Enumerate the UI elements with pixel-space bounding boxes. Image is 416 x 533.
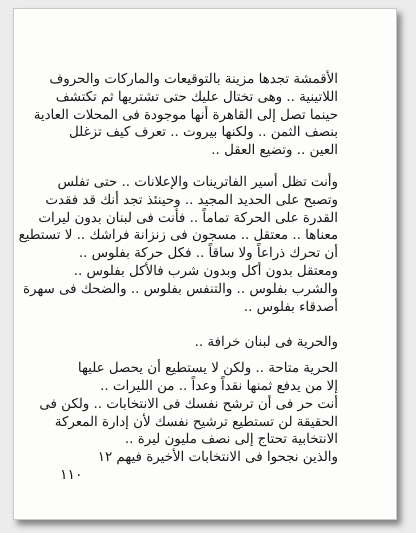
text-line: العين .. وتضيع العقل .. bbox=[211, 143, 338, 159]
paragraph-4 bbox=[66, 360, 338, 396]
text-line: ومعتقل بدون أكل وبدون شرب فالأكل بفلوس .. bbox=[73, 263, 338, 279]
text-line: بنصف الثمن .. ولكنها بيروت .. تعرف كيف تزغلل bbox=[69, 125, 338, 141]
text-line: القدرة على الحركة تماماً .. فأنت فى لبنان بدون ليرات bbox=[38, 210, 338, 226]
paragraph-1 bbox=[33, 71, 338, 160]
text-line: والذين نجحوا فى الانتخابات الأخيرة فيهم ١٢ bbox=[97, 450, 338, 466]
text-line: الحقيقة لن تستطيع ترشيح نفسك لأن إدارة المعركة bbox=[54, 414, 338, 430]
text-line: الحرية متاحة .. ولكن لا يستطيع أن يحصل عليها bbox=[77, 361, 338, 377]
text-line: الأقمشة تجدها مزينة بالتوقيعات والماركات والحروف bbox=[49, 72, 338, 87]
text-line: وتصبح على الحديد المجيد .. وحينئذ تجد أنك قد فقدت bbox=[45, 192, 338, 208]
paragraph-2 bbox=[18, 174, 338, 316]
text-line: معناها .. معتقل .. مسجون فى زنزانة فراشك .. لا تستطيع bbox=[18, 228, 338, 244]
page-number: ١١٠ bbox=[60, 467, 83, 483]
book-page bbox=[13, 8, 397, 520]
text-line: والحرية فى لبنان خرافة .. bbox=[194, 335, 338, 351]
text-line: الانتخابية تحتاج إلى نصف مليون ليرة .. bbox=[124, 432, 338, 448]
text-line: إلا من يدفع ثمنها نقداً وعداً .. من الليرات .. bbox=[100, 378, 338, 394]
text-line: والشرب بفلوس .. والتنفس بفلوس .. والضحك فى سهرة bbox=[22, 281, 338, 297]
text-line: حينما تصل إلى القاهرة أنها موجودة فى المحلات العادية bbox=[33, 107, 338, 123]
paragraph-6 bbox=[66, 449, 338, 467]
body-text bbox=[18, 71, 338, 467]
text-line: وأنت تظل أسير الفاترينات والإعلانات .. حتى تفلس bbox=[57, 174, 338, 190]
text-line: أن تحرك ذراعاً ولا ساقاً .. فكل حركة بفلوس .. bbox=[78, 246, 338, 262]
text-line: أنت حر فى أن ترشح نفسك فى الانتخابات .. ولكن فى bbox=[39, 396, 338, 412]
text-line: اللاتينية .. وهى تختال عليك حتى تشتريها ثم تكتشف bbox=[55, 89, 338, 105]
paragraph-5 bbox=[39, 396, 338, 449]
paragraph-3 bbox=[66, 334, 338, 352]
text-line: أصدقاء بفلوس .. bbox=[243, 299, 338, 315]
